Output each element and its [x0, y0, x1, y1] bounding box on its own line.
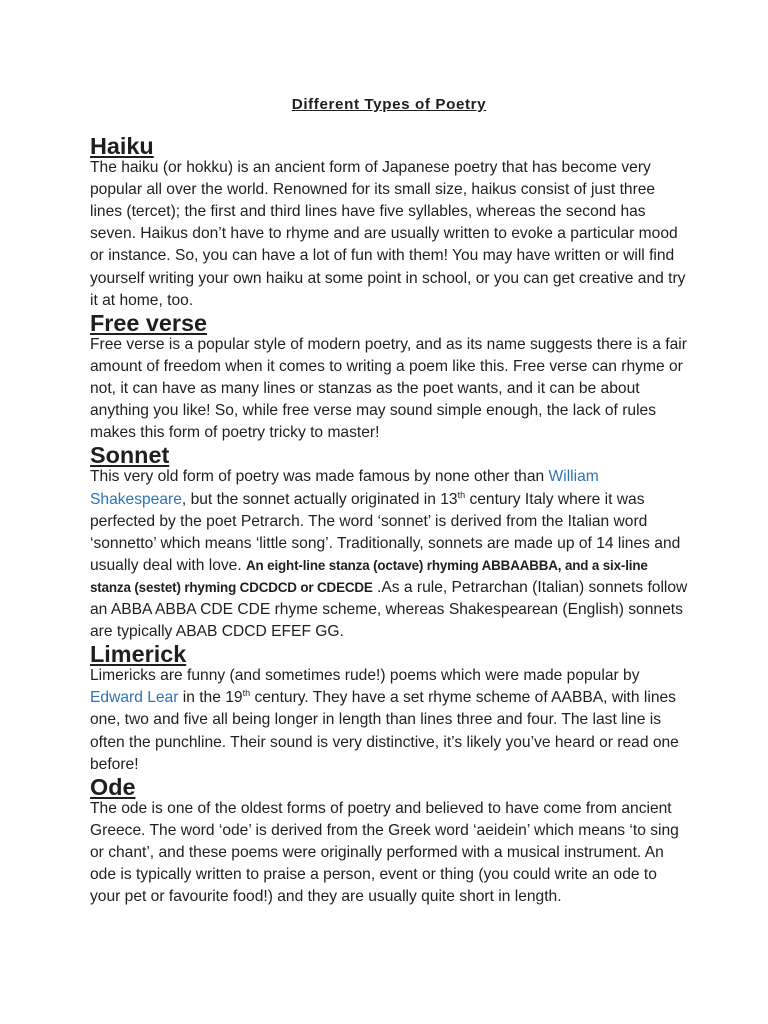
sonnet-text-after-sup: century Italy where it was perfected by the poet Petrarch. The word ‘sonnet’ is derived from the Italian word ‘sonnetto’ which means ‘little song’. Traditionally, sonnets are made up of 14 lines and usually deal with love.	[90, 490, 681, 574]
section-body-haiku: The haiku (or hokku) is an ancient form of Japanese poetry that has become very popular all over the world. Renowned for its small size, haikus consist of just three lines (tercet); the first and third lines have five syllables, whereas the second has seven. Haikus don’t have to rhyme and are usually written to evoke a particular mood or instance. So, you can have a lot of fun with them! You may have written or will find yourself writing your own haiku at some point in school, or you can get creative and try it at home, too.	[90, 159, 686, 309]
sonnet-text-after-link: , but the sonnet actually originated in 13	[181, 490, 458, 508]
page-title: Different Types of Poetry	[291, 96, 487, 113]
document-body	[90, 94, 688, 908]
section-heading-haiku: Haiku	[90, 133, 154, 159]
section-heading-sonnet: Sonnet	[90, 442, 170, 469]
sonnet-text-start: This very old form of poetry was made famous by none other than	[90, 468, 549, 486]
section-body-free-verse: Free verse is a popular style of modern poetry, and as its name suggests there is a fair amount of freedom when it comes to writing a poem like this. Free verse can rhyme or not, it can have as many lines or stanzas as the poet wants, and it can be about anything you like! So, while free verse may sound simple enough, the lack of rules makes this form of poetry tricky to master!	[90, 335, 687, 442]
section-heading-limerick: Limerick	[90, 641, 187, 668]
limerick-text-start: Limericks are funny (and sometimes rude!) poems which were made popular by	[90, 667, 640, 685]
section-body-sonnet	[90, 466, 688, 643]
limerick-superscript: th	[242, 688, 251, 699]
sonnet-bold-stanza-text: An eight-line stanza (octave) rhyming ABBAABBA, and a six-line stanza (sestet) rhyming CDCDCD or CDECDE	[90, 557, 648, 595]
section-haiku	[90, 135, 688, 312]
section-sonnet	[90, 444, 688, 643]
section-limerick	[90, 643, 688, 776]
edward-lear-link[interactable]: Edward Lear	[90, 689, 179, 707]
section-heading-ode: Ode	[90, 773, 136, 800]
sonnet-superscript: th	[457, 489, 466, 500]
section-free-verse	[90, 309, 688, 445]
sonnet-text-end: .As a rule, Petrarchan (Italian) sonnets follow an ABBA ABBA CDE CDE rhyme scheme, whereas Shakespearean (English) sonnets are typically ABAB CDCD EFEF GG.	[90, 578, 688, 641]
section-ode	[90, 773, 688, 909]
section-body-ode: The ode is one of the oldest forms of poetry and believed to have come from ancient Greece. The word ‘ode’ is derived from the Greek word ‘aeidein’ which means ‘to sing or chant’, and these poems were originally performed with a musical instrument. An ode is typically written to praise a person, event or thing (you could write an ode to your pet or favourite food!) and they are usually quite short in length.	[90, 799, 679, 906]
section-heading-free-verse: Free verse	[90, 309, 208, 336]
limerick-text-end: century. They have a set rhyme scheme of AABBA, with lines one, two and five all being longer in length than lines three and four. The last line is often the punchline. Their sound is very distinctive, it’s likely you’ve heard or read one before!	[90, 689, 679, 773]
william-shakespeare-link[interactable]: William Shakespeare	[90, 468, 599, 508]
section-body-limerick	[90, 665, 688, 775]
limerick-text-after-link: in the 19	[178, 689, 243, 707]
